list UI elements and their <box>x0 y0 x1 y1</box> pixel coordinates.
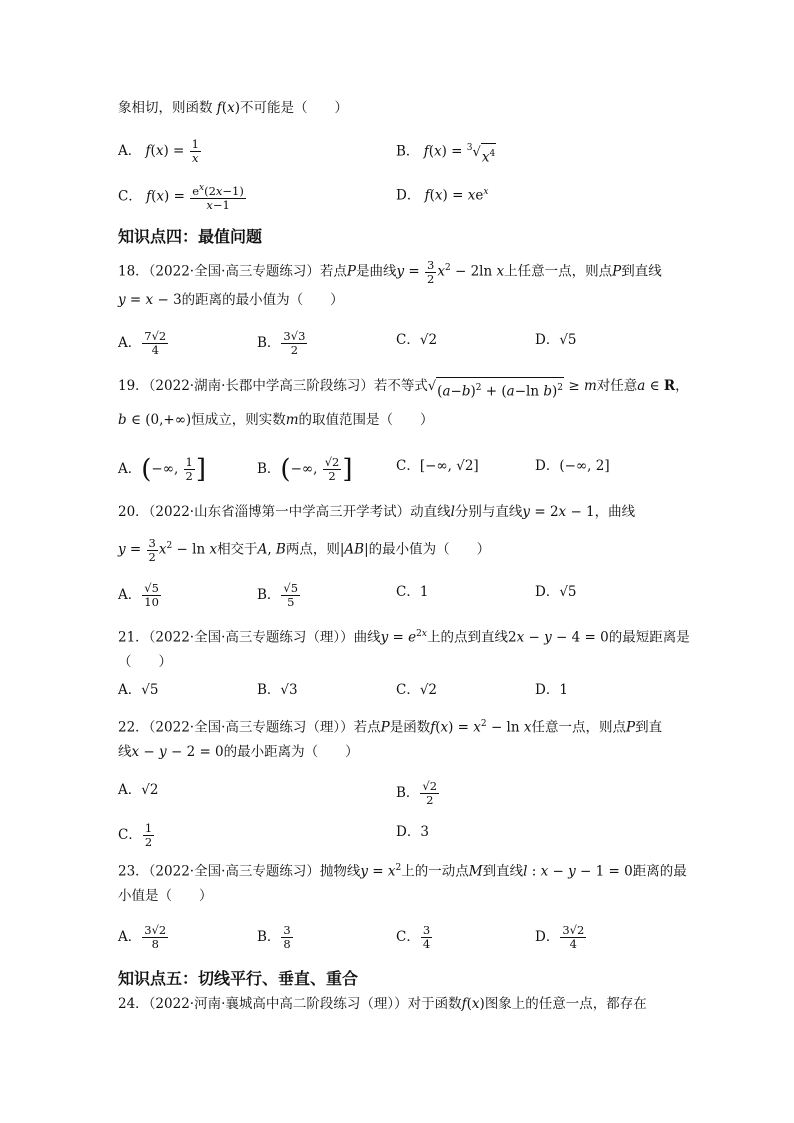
q19-line2: b ∈ (0,+∞)恒成立，则实数m的取值范围是（ ） <box>118 412 434 428</box>
q22-option-a: A．√2 <box>118 782 159 798</box>
q22-option-d-value: 3 <box>420 824 429 840</box>
option-label: D． <box>396 187 421 204</box>
option-label: A． <box>118 143 142 159</box>
q18-option-d: D．√5 <box>535 332 577 348</box>
q21-option-a: A．√5 <box>118 682 159 698</box>
q23-line1: 23．（2022·全国·高三专题练习）抛物线$y = x^2$上的一动点M到直线l : x − y − 1 = 0距离的最 <box>118 863 687 880</box>
q18-option-a: A． $\frac{7√2}{4}$ <box>118 329 167 357</box>
q22-option-c: C． $\frac{1}{2}$ <box>118 821 153 849</box>
q18-text: 是曲线 <box>355 263 397 280</box>
q18-text: 上任意一点，则点 <box>504 263 613 280</box>
q18-line2: y = x − 3的距离的最小值为（ ） <box>118 292 344 308</box>
q19-text: 的取值范围是（ ） <box>298 412 434 428</box>
q22-line2: 线x − y − 2 = 0的最小距离为（ ） <box>118 744 359 760</box>
q18-text: 的距离的最小值为（ ） <box>181 292 344 308</box>
intro-option-c: C． f(x) = $\frac{e^x(2x-1)}{x-1}$ <box>118 183 244 212</box>
q18-text: 18．（2022·全国·高三专题练习）若点 <box>118 263 347 280</box>
q23-text: 上的一动点 <box>401 863 469 880</box>
option-label: B． <box>257 335 281 351</box>
q19-line1: 19．（2022·湖南·长郡中学高三阶段练习）若不等式 √ $(a-b)^2 + (a-\ln$ b)$^2$ ≥ m对任意a ∈ R， <box>118 378 689 400</box>
intro-line: 象相切，则函数 f(x)不可能是（ ） <box>118 100 348 116</box>
q21-line1: 21．（2022·全国·高三专题练习（理））曲线$y = e^{2x}$上的点到直线2x − y − 4 = 0的最短距离是 <box>118 629 690 646</box>
q20-option-c-value: 1 <box>419 584 429 600</box>
q23-option-d: D． $\frac{3√2}{4}$ <box>535 923 585 951</box>
q18-line1: 18．（2022·全国·高三专题练习）若点P是曲线y = $\frac{3}{2}$ $x^2 - 2\ln$ x上任意一点，则点P到直线 <box>118 257 662 286</box>
q23-option-a: A． $\frac{3√2}{8}$ <box>118 923 167 951</box>
q19-option-b: B．(−∞, $\frac{√2}{2}$ ] <box>257 454 353 485</box>
q18-option-c: C．√2 <box>396 332 438 348</box>
q24-text: 图象上的任意一点，都存在 <box>484 996 647 1012</box>
section-heading-4: 知识点四：最值问题 <box>118 227 263 246</box>
section-heading-5: 知识点五：切线平行、垂直、重合 <box>118 969 359 988</box>
q23-text: 到直线 <box>482 863 524 880</box>
fx-symbol: f <box>216 100 222 116</box>
q20-option-c: C．1 <box>396 584 429 600</box>
option-label: B． <box>396 143 420 160</box>
intro-text: 象相切，则函数 <box>118 100 213 116</box>
q21-option-d: D．1 <box>535 682 568 698</box>
intro-option-a: A． f(x) = $\frac{1}{x}$ <box>118 137 199 165</box>
q20-option-a: A． $\frac{√5}{10}$ <box>118 581 159 609</box>
q22-text: 22．（2022·全国·高三专题练习（理））若点 <box>118 719 381 736</box>
q22-option-b: B． $\frac{√2}{2}$ <box>396 779 438 807</box>
option-label: A． <box>118 335 142 351</box>
q18-text: 到直线 <box>621 263 662 280</box>
q22-text: 任意一点，则点 <box>531 719 626 736</box>
intro-option-b: B． f(x) = $^3$ √ $x^4$ <box>396 143 496 165</box>
q21-line2: （ ） <box>118 654 172 670</box>
q24-line1: 24．（2022·河南·襄城高中高二阶段练习（理））对于函数f(x)图象上的任意一点，都存在 <box>118 996 647 1012</box>
q23-text: 距离的最 <box>632 863 687 880</box>
q24-text: 24．（2022·河南·襄城高中高二阶段练习（理））对于函数 <box>118 996 462 1012</box>
q20-text: 分别与直线 <box>454 504 523 520</box>
q22-text: 是函数 <box>389 719 431 736</box>
q20-text: 相交于 <box>217 541 258 558</box>
q20-text: ，曲线 <box>594 504 636 520</box>
q22-text: 到直 <box>635 719 663 736</box>
option-label: D． <box>535 332 560 348</box>
intro-tail: 不可能是（ ） <box>239 100 348 116</box>
q22-text: 线 <box>118 744 132 760</box>
option-label: C． <box>118 188 142 205</box>
q23-option-b: B． $\frac{3}{8}$ <box>257 923 291 951</box>
q19-option-d: D．(−∞, 2] <box>535 458 610 474</box>
q18-option-b: B． $\frac{3√3}{2}$ <box>257 329 306 357</box>
intro-option-d: D． $f(x) = xe^x$ <box>396 187 489 204</box>
q21-text: 上的点到直线 <box>426 629 508 646</box>
q21-text: 21．（2022·全国·高三专题练习（理））曲线 <box>118 629 381 646</box>
q19-text: 对任意 <box>596 378 638 394</box>
q23-option-c: C． $\frac{3}{4}$ <box>396 923 431 951</box>
q22-option-d: D．3 <box>396 824 429 840</box>
q22-line1: 22．（2022·全国·高三专题练习（理））若点P是函数$f(x) = x^2 - \ln x$任意一点，则点P到直 <box>118 719 663 736</box>
q20-text: 20．（2022·山东省淄博第一中学高三开学考试）动直线 <box>118 504 451 520</box>
q21-text: 的最短距离是 <box>608 629 690 646</box>
q20-option-b: B． $\frac{√5}{5}$ <box>257 581 299 609</box>
q19-text: 19．（2022·湖南·长郡中学高三阶段练习）若不等式 <box>118 378 428 394</box>
q20-line2: y = $\frac{3}{2}$ $x^2 - \ln x$相交于A, B两点，则|AB|的最小值为（ ） <box>118 535 491 564</box>
q23-text: 23．（2022·全国·高三专题练习）抛物线 <box>118 863 361 880</box>
q19-option-c: C．[−∞, √2] <box>396 458 479 474</box>
q19-option-a: A．(−∞, $\frac{1}{2}$ ] <box>118 454 207 485</box>
q23-line2: 小值是（ ） <box>118 888 213 904</box>
q22-text: 的最小距离为（ ） <box>223 744 359 760</box>
q20-text: 的最小值为（ ） <box>368 541 491 558</box>
q20-text: 两点，则 <box>285 541 340 558</box>
q21-option-b: B．√3 <box>257 682 298 698</box>
q19-text: 恒成立，则实数 <box>191 412 286 428</box>
q20-line1: 20．（2022·山东省淄博第一中学高三开学考试）动直线l分别与直线y = 2x − 1，曲线 <box>118 504 636 520</box>
q20-option-d: D．√5 <box>535 584 577 600</box>
q21-option-c: C．√2 <box>396 682 438 698</box>
option-label: C． <box>396 332 420 348</box>
q21-option-d-value: 1 <box>559 682 568 698</box>
